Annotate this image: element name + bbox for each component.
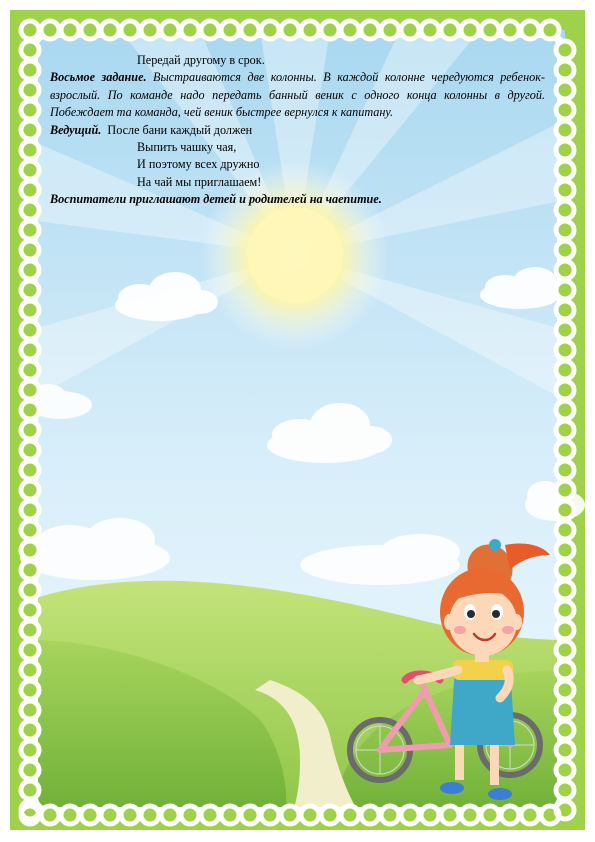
closing-line — [50, 191, 545, 208]
document-text — [50, 52, 545, 209]
task-paragraph — [50, 69, 545, 121]
closing-text: Воспитатели приглашают детей и родителей на чаепитие. — [50, 192, 382, 207]
verse-text: На чай мы приглашаем! — [137, 174, 262, 189]
verse-text: Передай другому в срок. — [137, 53, 265, 67]
verse-line — [50, 139, 545, 156]
verse-text: Выпить чашку чая, — [137, 140, 237, 155]
task-text: Выстраиваются две колонны. В каждой колонне чередуются ребенок-взрослый. По команде надо передать банный веник с одного конца колонны в другой. Побеждает та команда, чей веник быстрее вернулся к капитану. — [50, 70, 545, 120]
verse-line — [50, 156, 545, 173]
verse-line — [50, 174, 545, 191]
verse-line — [50, 52, 545, 69]
host-line — [50, 122, 545, 139]
verse-text: И поэтому всех дружно — [137, 157, 260, 172]
host-label: Ведущий. — [50, 122, 102, 137]
host-text: После бани каждый должен — [107, 122, 253, 137]
task-label: Восьмое задание. — [50, 70, 147, 85]
